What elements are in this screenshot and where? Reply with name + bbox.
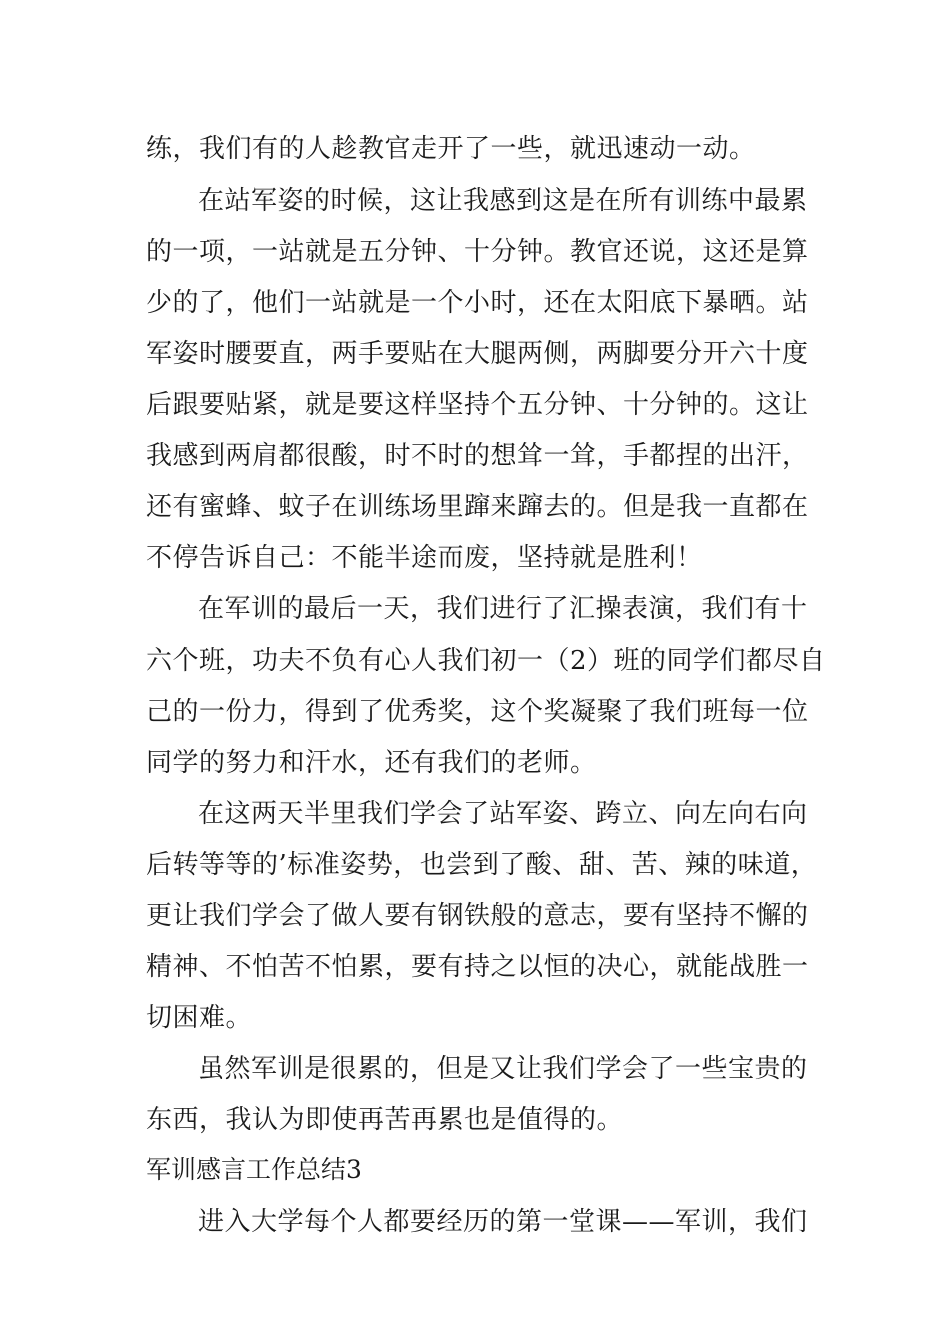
text-line: 还有蜜蜂、蚊子在训练场里蹿来蹿去的。但是我一直都在 xyxy=(146,492,809,522)
text-line: 练，我们有的人趁教官走开了一些，就迅速动一动。 xyxy=(146,134,756,164)
text-line: 己的一份力，得到了优秀奖，这个奖凝聚了我们班每一位 xyxy=(146,697,809,727)
text-line: 的一项，一站就是五分钟、十分钟。教官还说，这还是算 xyxy=(146,237,809,267)
text-line: 更让我们学会了做人要有钢铁般的意志，要有坚持不懈的 xyxy=(146,901,809,931)
text-line: 军姿时腰要直，两手要贴在大腿两侧，两脚要分开六十度 xyxy=(146,339,809,369)
text-line: 切困难。 xyxy=(146,1003,253,1033)
text-line: 同学的努力和汗水，还有我们的老师。 xyxy=(146,748,597,778)
text-line: 精神、不怕苦不怕累，要有持之以恒的决心，就能战胜一 xyxy=(146,952,809,982)
paragraph-start-line: 虽然军训是很累的，但是又让我们学会了一些宝贵的 xyxy=(198,1054,808,1084)
section-heading: 军训感言工作总结3 xyxy=(146,1155,362,1184)
text-line: 我感到两肩都很酸，时不时的想耸一耸，手都捏的出汗， xyxy=(146,441,809,471)
text-line: 少的了，他们一站就是一个小时，还在太阳底下暴晒。站 xyxy=(146,288,809,318)
text-line: 后跟要贴紧，就是要这样坚持个五分钟、十分钟的。这让 xyxy=(146,390,809,420)
paragraph-start-line: 在这两天半里我们学会了站军姿、跨立、向左向右向 xyxy=(198,799,808,829)
text-line: 东西，我认为即使再苦再累也是值得的。 xyxy=(146,1105,624,1135)
paragraph-start-line: 进入大学每个人都要经历的第一堂课——军训，我们 xyxy=(198,1207,808,1237)
text-line: 后转等等的’标准姿势，也尝到了酸、甜、苦、辣的味道， xyxy=(146,850,818,880)
paragraph-start-line: 在军训的最后一天，我们进行了汇操表演，我们有十 xyxy=(198,594,808,624)
text-line: 六个班，功夫不负有心人我们初一（2）班的同学们都尽自 xyxy=(146,646,826,676)
text-line: 不停告诉自己：不能半途而废，坚持就是胜利！ xyxy=(146,543,703,573)
paragraph-start-line: 在站军姿的时候，这让我感到这是在所有训练中最累 xyxy=(198,186,808,216)
